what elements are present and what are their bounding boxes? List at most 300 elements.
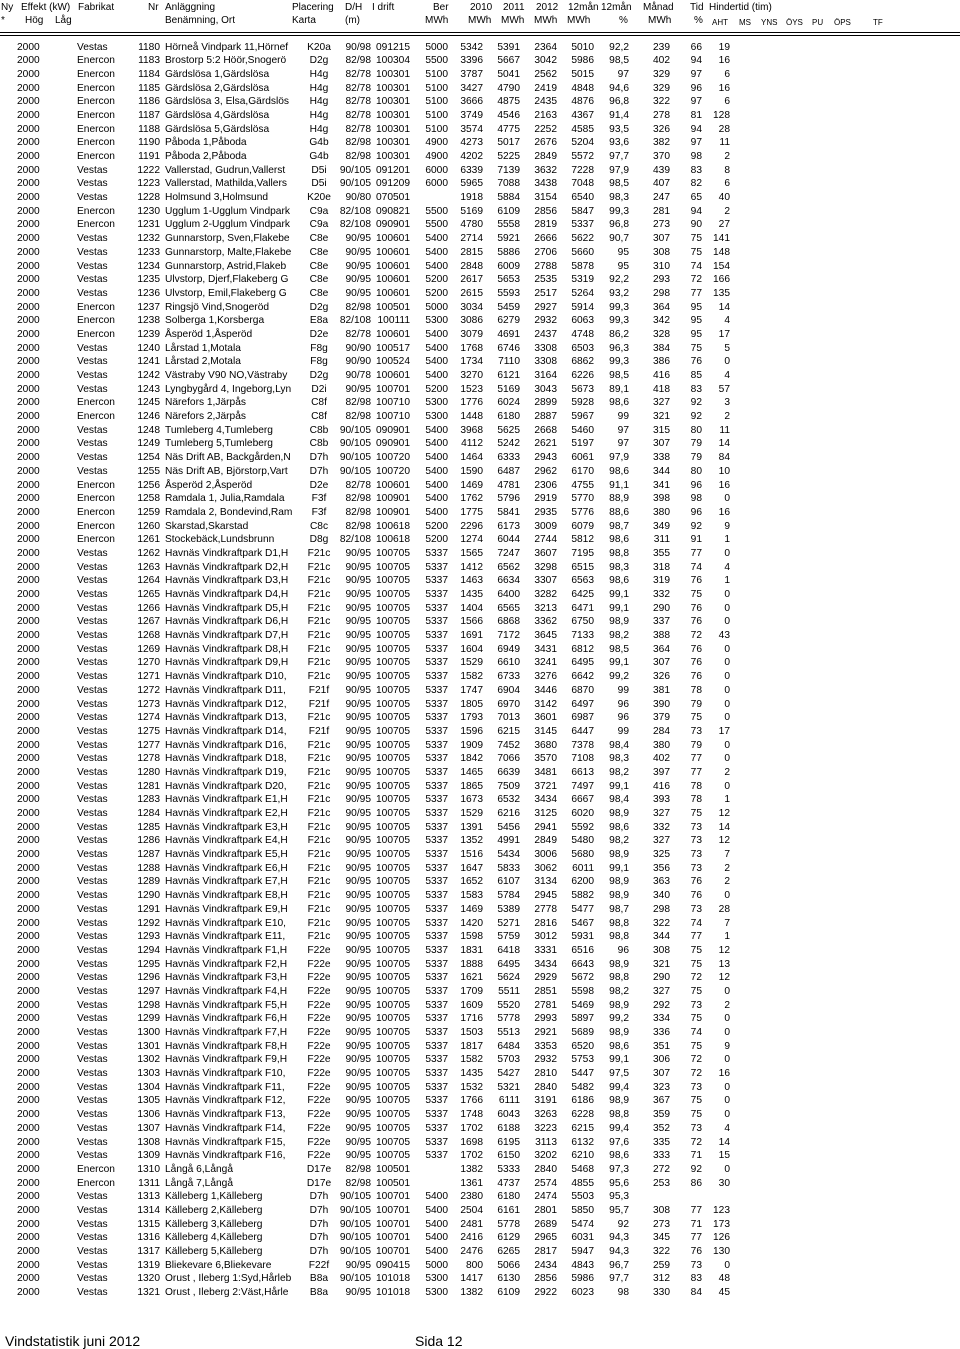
col-fabrikat: Vestas: [77, 931, 108, 943]
col-ber: 5337: [425, 616, 448, 628]
col-karta: D2g: [309, 55, 329, 67]
col-dh: 82/98: [345, 137, 371, 149]
col-aht: 6: [724, 96, 730, 108]
col-nr: 1309: [137, 1150, 160, 1162]
col-12man-pct: 96,3: [609, 342, 629, 354]
col-2011: 6195: [497, 1136, 520, 1148]
col-2011: 5886: [497, 246, 520, 258]
table-row: [0, 520, 960, 534]
col-manad: 341: [653, 479, 670, 491]
col-12man-mwh: 7228: [571, 164, 594, 176]
col-manad: 380: [653, 506, 670, 518]
col-nr: 1184: [138, 68, 160, 80]
col-tid: 73: [690, 835, 702, 847]
col-karta: F21c: [307, 862, 331, 874]
col-dh: 90/95: [345, 1109, 371, 1121]
table-row: [0, 95, 960, 109]
col-nr: 1262: [137, 547, 160, 559]
col-benamning: Havnäs Vindkraftpark D3,H: [165, 575, 289, 587]
header-12man-mwh-sub: MWh: [567, 15, 591, 26]
col-tid: 94: [690, 55, 702, 67]
col-nr: 1255: [137, 465, 160, 477]
col-2010: 1448: [460, 411, 483, 423]
header-12man-mwh: 12mån: [568, 2, 599, 13]
col-effekt: 2000: [17, 561, 40, 573]
col-2010: 1404: [460, 602, 483, 614]
col-12man-pct: 98,7: [609, 520, 629, 532]
col-effekt: 2000: [17, 328, 40, 340]
col-karta: F22e: [307, 1068, 331, 1080]
col-aht: 28: [718, 123, 730, 135]
col-ber: 5337: [425, 1109, 448, 1121]
col-effekt: 2000: [17, 712, 40, 724]
col-aht: 14: [718, 301, 730, 313]
col-benamning: Havnäs Vindkraftpark D19,: [165, 766, 287, 778]
col-2012: 2840: [534, 1163, 557, 1175]
col-2012: 2840: [534, 1081, 557, 1093]
col-karta: F22e: [307, 1027, 331, 1038]
col-nr: 1267: [137, 616, 160, 628]
col-12man-mwh: 7497: [571, 780, 594, 792]
col-benamning: Havnäs Vindkraftpark F13,: [165, 1109, 286, 1121]
col-fabrikat: Enercon: [77, 301, 115, 313]
header-12man-pct: 12mån: [601, 2, 632, 13]
col-fabrikat: Enercon: [77, 82, 115, 94]
col-benamning: Havnäs Vindkraftpark F2,H: [165, 958, 288, 970]
header-manad: Månad: [643, 2, 674, 13]
col-manad: 281: [653, 205, 670, 217]
col-2010: 3666: [460, 96, 483, 108]
col-12man-mwh: 6862: [571, 356, 594, 368]
col-karta: H4g: [309, 68, 329, 80]
table-row: [0, 574, 960, 588]
col-12man-mwh: 5482: [571, 1081, 594, 1093]
col-tid: 95: [690, 328, 702, 340]
col-dh: 90/95: [345, 561, 371, 573]
col-idrift: 100710: [376, 397, 410, 409]
col-manad: 359: [653, 1109, 670, 1121]
col-2011: 5225: [497, 151, 520, 162]
col-ber: 5337: [425, 794, 448, 806]
col-aht: 141: [713, 233, 730, 245]
col-2010: 1435: [460, 1068, 483, 1080]
col-ber: 5100: [425, 109, 448, 121]
col-dh: 90/95: [345, 780, 371, 792]
col-aht: 0: [724, 890, 730, 902]
col-benamning: Havnäs Vindkraftpark D6,H: [165, 616, 289, 628]
col-effekt: 2000: [17, 849, 40, 861]
table-row: [0, 725, 960, 739]
col-2011: 6024: [497, 397, 520, 409]
col-dh: 82/98: [345, 411, 371, 423]
col-12man-pct: 97: [617, 438, 629, 450]
col-benamning: Havnäs Vindkraftpark E2,H: [165, 808, 288, 819]
col-2011: 5391: [497, 41, 520, 53]
col-manad: 397: [653, 766, 670, 778]
col-idrift: 100705: [376, 1150, 410, 1162]
header-anlaggning: Anläggning: [165, 2, 216, 13]
table-row: [0, 1272, 960, 1286]
col-fabrikat: Vestas: [77, 1273, 108, 1285]
col-2012: 2163: [534, 109, 557, 121]
table-row: [0, 506, 960, 520]
col-2010: 1412: [460, 561, 483, 573]
col-tid: 79: [690, 698, 702, 710]
col-tid: 75: [690, 589, 702, 600]
col-benamning: Havnäs Vindkraftpark F8,H: [165, 1040, 288, 1052]
col-2012: 2962: [534, 465, 557, 477]
col-2011: 5321: [497, 1081, 520, 1093]
col-2012: 2801: [534, 1204, 557, 1216]
table-row: [0, 985, 960, 999]
col-manad: 407: [653, 178, 670, 190]
col-nr: 1292: [137, 917, 160, 929]
col-aht: 17: [718, 725, 730, 737]
col-nr: 1286: [137, 835, 160, 847]
col-dh: 90/95: [345, 903, 371, 915]
col-2012: 3601: [534, 712, 557, 724]
col-12man-pct: 98,9: [609, 890, 629, 902]
col-2011: 5921: [497, 233, 520, 245]
header-hindertid: Hindertid (tim): [709, 2, 772, 13]
col-2012: 3042: [534, 55, 557, 67]
col-12man-mwh: 6643: [571, 958, 594, 970]
table-row: [0, 123, 960, 137]
col-benamning: Lyngbygård 4, Ingeborg,Lyn: [165, 383, 292, 395]
col-12man-mwh: 5480: [571, 835, 594, 847]
col-ber: 5337: [425, 561, 448, 573]
col-karta: D7h: [309, 1232, 329, 1244]
col-karta: F3f: [311, 493, 327, 505]
col-aht: 4: [724, 370, 730, 381]
col-idrift: 100601: [376, 370, 410, 381]
col-dh: 90/95: [345, 616, 371, 628]
col-nr: 1278: [137, 753, 160, 765]
table-row: [0, 1122, 960, 1136]
col-2010: 1775: [460, 506, 483, 518]
col-12man-mwh: 6613: [571, 766, 594, 778]
table-row: [0, 1204, 960, 1218]
col-manad: 363: [653, 876, 670, 888]
col-benamning: Gunnarstorp, Astrid,Flakeb: [165, 260, 287, 272]
col-manad: 273: [653, 1218, 670, 1230]
col-ber: 5337: [425, 1013, 448, 1025]
col-fabrikat: Vestas: [77, 657, 108, 669]
col-fabrikat: Enercon: [77, 506, 115, 518]
col-aht: 0: [724, 780, 730, 792]
table-row: [0, 889, 960, 903]
col-12man-pct: 93,6: [609, 137, 629, 149]
col-2011: 7139: [497, 164, 520, 176]
col-karta: F21c: [307, 903, 331, 915]
col-manad: 247: [653, 192, 670, 204]
col-fabrikat: Enercon: [77, 520, 115, 532]
col-2012: 2993: [534, 1013, 557, 1025]
col-ber: 5400: [425, 506, 448, 518]
col-ber: 5337: [425, 739, 448, 751]
col-12man-mwh: 6210: [571, 1150, 594, 1162]
col-fabrikat: Vestas: [77, 1054, 108, 1066]
col-aht: 12: [718, 972, 730, 984]
col-nr: 1264: [137, 575, 160, 587]
col-karta: F22e: [307, 999, 331, 1011]
col-2011: 6173: [497, 520, 520, 532]
col-2012: 2781: [534, 999, 557, 1011]
col-nr: 1190: [138, 137, 160, 149]
col-ber: 5337: [425, 753, 448, 765]
col-dh: 90/95: [345, 958, 371, 970]
col-effekt: 2000: [17, 205, 40, 217]
col-idrift: 100301: [376, 151, 410, 162]
col-benamning: Havnäs Vindkraftpark F10,: [165, 1068, 286, 1080]
col-aht: 6: [724, 68, 730, 80]
col-2012: 2676: [534, 137, 557, 149]
col-fabrikat: Vestas: [77, 835, 108, 847]
col-ber: 5337: [425, 766, 448, 778]
col-2011: 6970: [497, 698, 520, 710]
col-manad: 321: [653, 958, 670, 970]
col-2011: 5784: [497, 890, 520, 902]
col-tid: 71: [690, 1150, 702, 1162]
col-aht: 135: [713, 287, 730, 299]
col-aht: 2: [724, 862, 730, 874]
col-fabrikat: Vestas: [77, 753, 108, 765]
col-tid: 73: [690, 903, 702, 915]
col-2012: 3570: [534, 753, 557, 765]
col-karta: D2e: [309, 479, 329, 491]
footer-title: Vindstatistik juni 2012: [5, 1333, 141, 1349]
col-dh: 90/95: [345, 985, 371, 997]
col-12man-pct: 91,1: [609, 479, 629, 491]
col-benamning: Havnäs Vindkraftpark E5,H: [165, 849, 288, 861]
col-2010: 1598: [460, 931, 483, 943]
col-manad: 367: [653, 1095, 670, 1107]
col-karta: F22e: [307, 1122, 331, 1134]
col-nr: 1281: [137, 780, 160, 792]
col-tid: 76: [690, 575, 702, 587]
col-2012: 3113: [535, 1136, 557, 1148]
col-karta: F22e: [307, 958, 331, 970]
col-karta: F8g: [310, 342, 328, 354]
col-effekt: 2000: [17, 1273, 40, 1285]
col-effekt: 2000: [17, 109, 40, 121]
col-tid: 76: [690, 1246, 702, 1257]
col-2012: 3446: [534, 684, 557, 696]
col-dh: 90/105: [339, 164, 371, 176]
col-2011: 6180: [497, 1191, 520, 1203]
col-nr: 1294: [137, 944, 160, 956]
header-nr: Nr: [148, 2, 159, 13]
col-12man-mwh: 5967: [571, 411, 594, 423]
col-fabrikat: Vestas: [77, 903, 108, 915]
col-ber: 5337: [425, 1027, 448, 1038]
col-benamning: Västraby V90 NO,Västraby: [165, 370, 288, 381]
col-fabrikat: Vestas: [77, 1109, 108, 1121]
col-manad: 315: [653, 424, 670, 436]
col-dh: 82/98: [345, 55, 371, 67]
col-ber: 5337: [425, 671, 448, 683]
col-benamning: Holmsund 3,Holmsund: [165, 192, 269, 204]
col-nr: 1320: [137, 1273, 160, 1285]
col-aht: 14: [718, 1136, 730, 1148]
col-aht: 4: [724, 561, 730, 573]
col-fabrikat: Vestas: [77, 1287, 108, 1299]
col-12man-pct: 98,3: [609, 753, 629, 765]
col-12man-pct: 99,3: [609, 301, 629, 313]
col-tid: 76: [690, 876, 702, 888]
col-nr: 1185: [138, 82, 160, 94]
col-effekt: 2000: [17, 192, 40, 204]
col-aht: 9: [724, 520, 730, 532]
col-idrift: 100705: [376, 985, 410, 997]
col-manad: 329: [653, 82, 670, 94]
col-tid: 72: [690, 1136, 702, 1148]
col-nr: 1261: [137, 534, 160, 546]
col-effekt: 2000: [17, 1054, 40, 1066]
col-dh: 90/95: [345, 753, 371, 765]
col-2012: 3202: [534, 1150, 557, 1162]
col-2010: 3034: [460, 301, 483, 313]
table-row: [0, 54, 960, 68]
col-12man-pct: 98,5: [609, 55, 629, 67]
col-effekt: 2000: [17, 424, 40, 436]
col-aht: 0: [724, 985, 730, 997]
col-2011: 7172: [497, 630, 520, 642]
col-fabrikat: Enercon: [77, 328, 115, 340]
table-row: [0, 246, 960, 260]
col-ber: 5337: [425, 862, 448, 874]
col-manad: 322: [653, 96, 670, 108]
col-effekt: 2000: [17, 1177, 40, 1189]
col-dh: 82/98: [345, 1177, 371, 1189]
col-tid: 86: [690, 1177, 702, 1189]
col-idrift: 091201: [376, 164, 410, 176]
col-effekt: 2000: [17, 233, 40, 245]
table-row: [0, 342, 960, 356]
table-row: [0, 821, 960, 835]
col-2011: 6130: [497, 1273, 520, 1285]
col-effekt: 2000: [17, 903, 40, 915]
col-manad: 402: [653, 55, 670, 67]
col-2010: 1516: [460, 849, 483, 861]
col-tid: 77: [690, 547, 702, 559]
col-ber: 4900: [425, 137, 448, 149]
col-ber: 6000: [425, 178, 448, 190]
col-2012: 3481: [534, 766, 557, 778]
col-manad: 332: [653, 821, 670, 833]
col-benamning: Havnäs Vindkraftpark D13,: [165, 712, 287, 724]
col-karta: F22e: [307, 1013, 331, 1025]
col-idrift: 100720: [376, 465, 410, 477]
col-manad: 327: [653, 835, 670, 847]
table-row: [0, 1163, 960, 1177]
col-fabrikat: Vestas: [77, 342, 108, 354]
col-benamning: Havnäs Vindkraftpark F4,H: [165, 985, 288, 997]
col-dh: 82/78: [345, 109, 371, 121]
col-nr: 1272: [137, 684, 160, 696]
col-ber: 5200: [425, 274, 448, 286]
col-nr: 1228: [137, 192, 160, 204]
col-12man-pct: 96,8: [609, 96, 629, 108]
col-fabrikat: Vestas: [77, 849, 108, 861]
col-2011: 4775: [497, 123, 520, 135]
col-dh: 90/95: [345, 233, 371, 245]
col-tid: 72: [690, 972, 702, 984]
col-idrift: 100705: [376, 1054, 410, 1066]
col-fabrikat: Vestas: [77, 41, 108, 53]
col-12man-pct: 98,3: [609, 192, 629, 204]
col-nr: 1191: [138, 151, 160, 162]
col-fabrikat: Vestas: [77, 1150, 108, 1162]
col-fabrikat: Vestas: [77, 1013, 108, 1025]
col-2012: 3012: [534, 931, 557, 943]
col-dh: 90/95: [345, 1150, 371, 1162]
col-manad: 306: [653, 1054, 670, 1066]
col-idrift: 100705: [376, 1081, 410, 1093]
table-row: [0, 1094, 960, 1108]
col-12man-pct: 98,6: [609, 1040, 629, 1052]
header-2011: 2011: [503, 2, 525, 13]
col-effekt: 2000: [17, 342, 40, 354]
col-nr: 1319: [137, 1259, 160, 1271]
col-idrift: 100705: [376, 547, 410, 559]
table-row: [0, 602, 960, 616]
col-fabrikat: Vestas: [77, 958, 108, 970]
col-aht: 28: [718, 903, 730, 915]
col-tid: 77: [690, 766, 702, 778]
col-dh: 90/105: [339, 1273, 371, 1285]
col-fabrikat: Vestas: [77, 260, 108, 272]
col-12man-mwh: 4367: [571, 109, 594, 121]
col-2011: 5778: [497, 1013, 520, 1025]
header-idrift: I drift: [372, 2, 395, 13]
col-effekt: 2000: [17, 739, 40, 751]
col-2011: 6949: [497, 643, 520, 655]
col-tid: 74: [690, 1027, 702, 1038]
col-benamning: Lårstad 2,Motala: [165, 356, 241, 368]
col-12man-pct: 98,8: [609, 547, 629, 559]
col-effekt: 2000: [17, 917, 40, 929]
col-manad: 351: [653, 1040, 670, 1052]
col-fabrikat: Vestas: [77, 1122, 108, 1134]
col-2012: 2816: [534, 917, 557, 929]
col-fabrikat: Enercon: [77, 493, 115, 505]
col-12man-mwh: 5928: [571, 397, 594, 409]
col-karta: D2i: [311, 383, 327, 395]
col-2012: 2535: [534, 274, 557, 286]
col-benamning: Havnäs Vindkraftpark D4,H: [165, 589, 289, 600]
col-dh: 90/78: [345, 370, 371, 381]
col-tid: 77: [690, 931, 702, 943]
col-idrift: 100705: [376, 903, 410, 915]
col-manad: 380: [653, 739, 670, 751]
col-ber: 5500: [425, 205, 448, 217]
col-benamning: Gunnarstorp, Sven,Flakebe: [165, 233, 290, 245]
col-fabrikat: Vestas: [77, 698, 108, 710]
col-12man-mwh: 6132: [571, 1136, 594, 1148]
col-dh: 90/98: [345, 41, 371, 53]
col-karta: F22e: [307, 944, 331, 956]
col-effekt: 2000: [17, 1246, 40, 1257]
col-aht: 16: [718, 479, 730, 491]
col-effekt: 2000: [17, 944, 40, 956]
col-benamning: Brostorp 5:2 Höör,Snogerö: [165, 55, 287, 67]
col-dh: 90/95: [345, 712, 371, 724]
table-row: [0, 369, 960, 383]
table-row: [0, 492, 960, 506]
col-manad: 308: [653, 944, 670, 956]
col-12man-mwh: 6987: [571, 712, 594, 724]
